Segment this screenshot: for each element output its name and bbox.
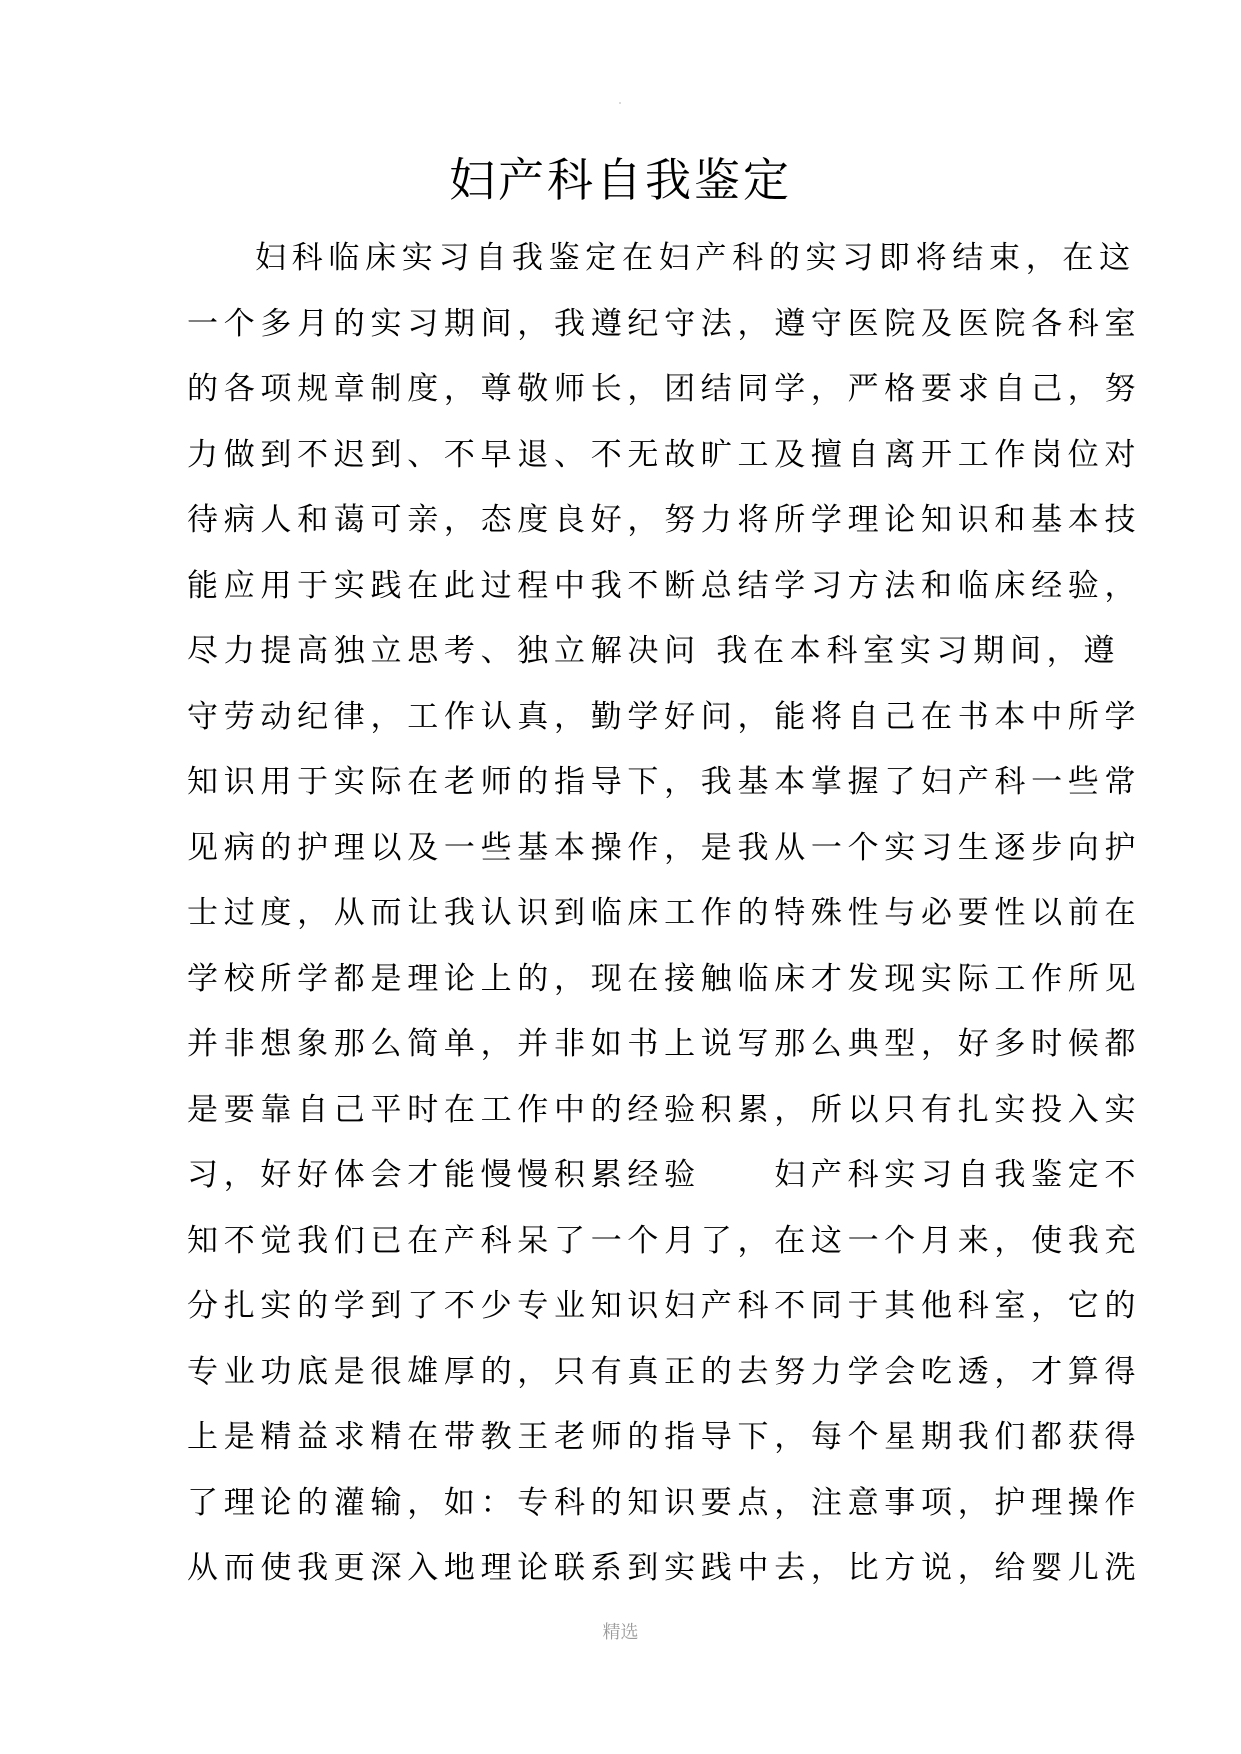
body-line: 学校所学都是理论上的，现在接触临床才发现实际工作所见: [187, 960, 1142, 997]
body-line: 见病的护理以及一些基本操作，是我从一个实习生逐步向护: [187, 829, 1142, 866]
body-line: 一个多月的实习期间，我遵纪守法，遵守医院及医院各科室: [187, 305, 1142, 342]
body-line: 守劳动纪律，工作认真，勤学好问，能将自己在书本中所学: [187, 698, 1142, 735]
body-line: 的各项规章制度，尊敬师长，团结同学，严格要求自己，努: [187, 371, 1142, 407]
body-line: 能应用于实践在此过程中我不断总结学习方法和临床经验，: [187, 567, 1142, 604]
body-line: 待病人和蔼可亲，态度良好，努力将所学理论知识和基本技: [187, 502, 1142, 538]
body-line: 力做到不迟到、不早退、不无故旷工及擅自离开工作岗位对: [187, 436, 1142, 473]
body-line: 知不觉我们已在产科呆了一个月了，在这一个月来，使我充: [187, 1222, 1142, 1259]
scan-mark: [619, 102, 621, 104]
body-line: 习，好好体会才能慢慢积累经验 妇产科实习自我鉴定不: [187, 1157, 1142, 1193]
body-line: 并非想象那么简单，并非如书上说写那么典型，好多时候都: [187, 1026, 1142, 1062]
document-body: [187, 226, 1142, 1602]
body-line: 了理论的灌输，如：专科的知识要点，注意事项，护理操作: [187, 1484, 1142, 1521]
body-line: 分扎实的学到了不少专业知识妇产科不同于其他科室，它的: [187, 1288, 1142, 1324]
document-title: 妇产科自我鉴定: [449, 153, 792, 207]
body-line: 是要靠自己平时在工作中的经验积累，所以只有扎实投入实: [187, 1091, 1142, 1128]
body-line: 尽力提高独立思考、独立解决问 我在本科室实习期间，遵: [187, 633, 1121, 669]
body-line: 士过度，从而让我认识到临床工作的特殊性与必要性以前在: [187, 895, 1142, 931]
body-line: 专业功底是很雄厚的，只有真正的去努力学会吃透，才算得: [187, 1353, 1142, 1390]
body-line: 妇科临床实习自我鉴定在妇产科的实习即将结束，在这: [255, 240, 1136, 276]
page-footer: 精选: [602, 1622, 639, 1643]
body-line: 从而使我更深入地理论联系到实践中去，比方说，给婴儿洗: [187, 1550, 1142, 1586]
body-line: 上是精益求精在带教王老师的指导下，每个星期我们都获得: [187, 1419, 1142, 1455]
body-line: 知识用于实际在老师的指导下，我基本掌握了妇产科一些常: [187, 764, 1142, 800]
